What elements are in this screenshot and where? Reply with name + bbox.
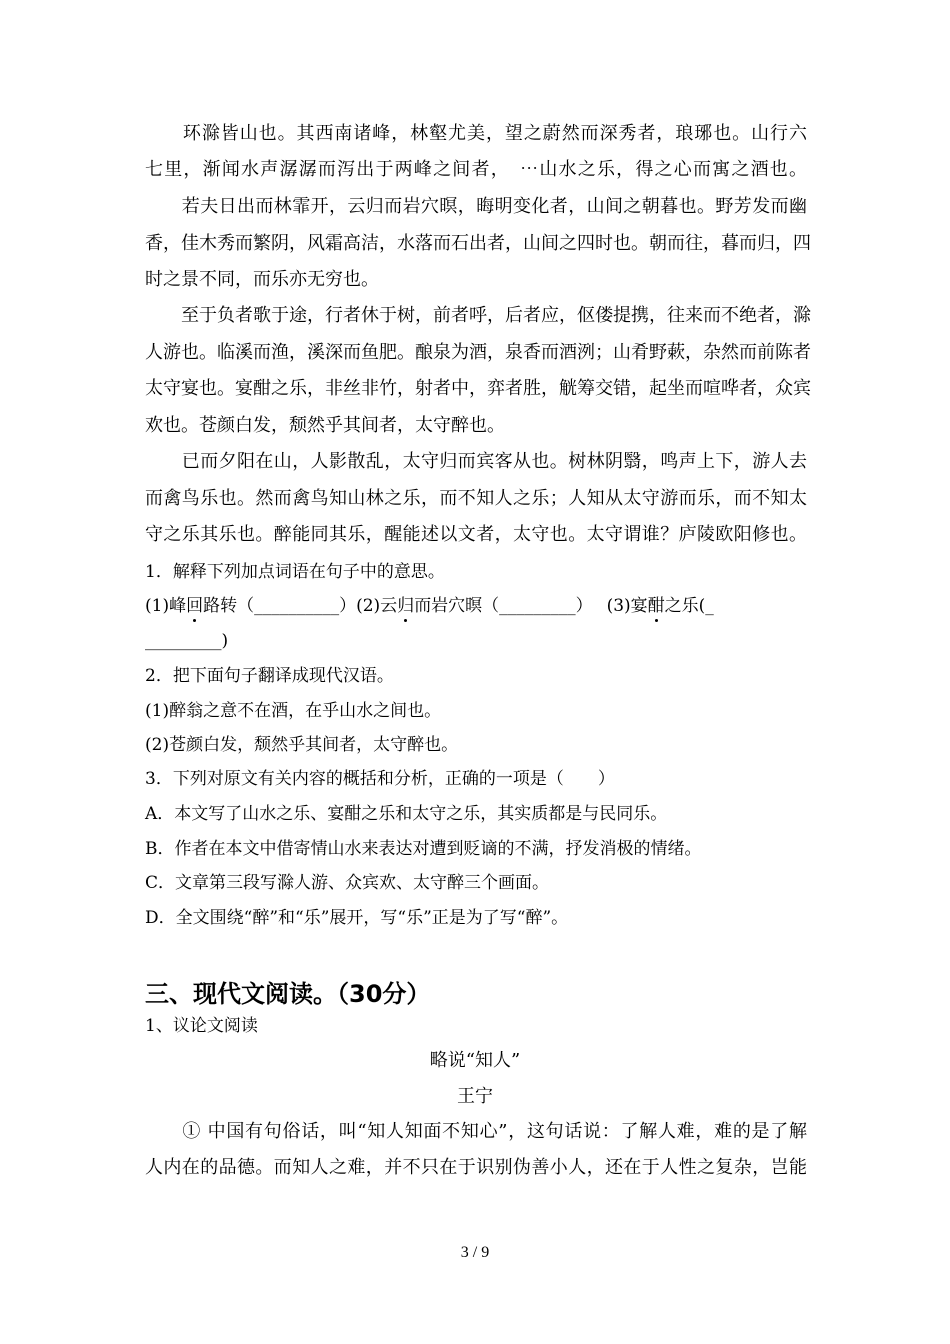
option-c: C．文章第三段写滁人游、众宾欢、太守醉三个画面。 bbox=[145, 873, 550, 893]
dotted-word: 酣 bbox=[647, 596, 665, 616]
article-line: ① 中国有句俗话，叫“知人知面不知心”，这句话说：了解人难，难的是了解 bbox=[145, 1121, 807, 1142]
passage-line: 欢也。苍颜白发，颓然乎其间者，太守醉也。 bbox=[145, 415, 505, 436]
article-line: 人内在的品德。而知人之难，并不只在于识别伪善小人，还在于人性之复杂，岂能 bbox=[145, 1157, 807, 1178]
question-2-item: (2)苍颜白发，颓然乎其间者，太守醉也。 bbox=[145, 735, 459, 755]
dotted-word: 归 bbox=[397, 596, 415, 616]
page-number: 3 / 9 bbox=[460, 1244, 490, 1261]
passage-line: 而禽鸟乐也。然而禽鸟知山林之乐，而不知人之乐；人知从太守游而乐，而不知太 bbox=[145, 488, 807, 509]
passage-line: 七里，渐闻水声潺潺而泻出于两峰之间者， ⋯山水之乐，得之心而寓之酒也。 bbox=[145, 159, 807, 180]
option-a: A．本文写了山水之乐、宴酣之乐和太守之乐，其实质都是与民同乐。 bbox=[145, 804, 668, 824]
dotted-word: 回 bbox=[186, 596, 204, 616]
article-author: 王宁 bbox=[457, 1086, 493, 1107]
passage-line: 至于负者歌于途，行者休于树，前者呼，后者应，伛偻提携，往来而不绝者，滁 bbox=[145, 305, 811, 326]
section-subheading: 1、议论文阅读 bbox=[145, 1016, 258, 1036]
question-1-continued: _________) bbox=[145, 631, 229, 651]
question-2: 2．把下面句子翻译成现代汉语。 bbox=[145, 666, 394, 686]
passage-line: 香，佳木秀而繁阴，风霜高洁，水落而石出者，山间之四时也。朝而往，暮而归，四 bbox=[145, 233, 811, 254]
question-1: 1．解释下列加点词语在句子中的意思。 bbox=[145, 562, 445, 582]
passage-line: 环滁皆山也。其西南诸峰，林壑尤美，望之蔚然而深秀者，琅琊也。山行六 bbox=[145, 123, 807, 144]
passage-line: 时之景不同，而乐亦无穷也。 bbox=[145, 269, 379, 290]
section-heading: 三、现代文阅读。（30分） bbox=[145, 980, 431, 1008]
question-3: 3．下列对原文有关内容的概括和分析，正确的一项是（ ） bbox=[145, 769, 615, 789]
passage-line: 太守宴也。宴酣之乐，非丝非竹，射者中，弈者胜，觥筹交错，起坐而喧哗者，众宾 bbox=[145, 378, 811, 399]
passage-line: 守之乐其乐也。醉能同其乐，醒能述以文者，太守也。太守谓谁？庐陵欧阳修也。 bbox=[145, 524, 807, 545]
passage-line: 若夫日出而林霏开，云归而岩穴暝，晦明变化者，山间之朝暮也。野芳发而幽 bbox=[145, 196, 807, 217]
article-title: 略说“知人” bbox=[429, 1050, 521, 1071]
passage-line: 人游也。临溪而渔，溪深而鱼肥。酿泉为酒，泉香而酒洌；山肴野蔌，杂然而前陈者 bbox=[145, 342, 811, 363]
passage-line: 已而夕阳在山，人影散乱，太守归而宾客从也。树林阴翳，鸣声上下，游人去 bbox=[145, 451, 807, 472]
option-d: D．全文围绕“醉”和“乐”展开，写“乐”正是为了写“醉”。 bbox=[145, 908, 569, 928]
option-b: B．作者在本文中借寄情山水来表达对遭到贬谪的不满，抒发消极的情绪。 bbox=[145, 839, 702, 859]
question-1-items: (1)峰回路转（__________）(2)云归而岩穴暝（_________） (3)宴酣之乐(_ bbox=[145, 596, 714, 616]
question-2-item: (1)醉翁之意不在酒，在乎山水之间也。 bbox=[145, 701, 442, 721]
